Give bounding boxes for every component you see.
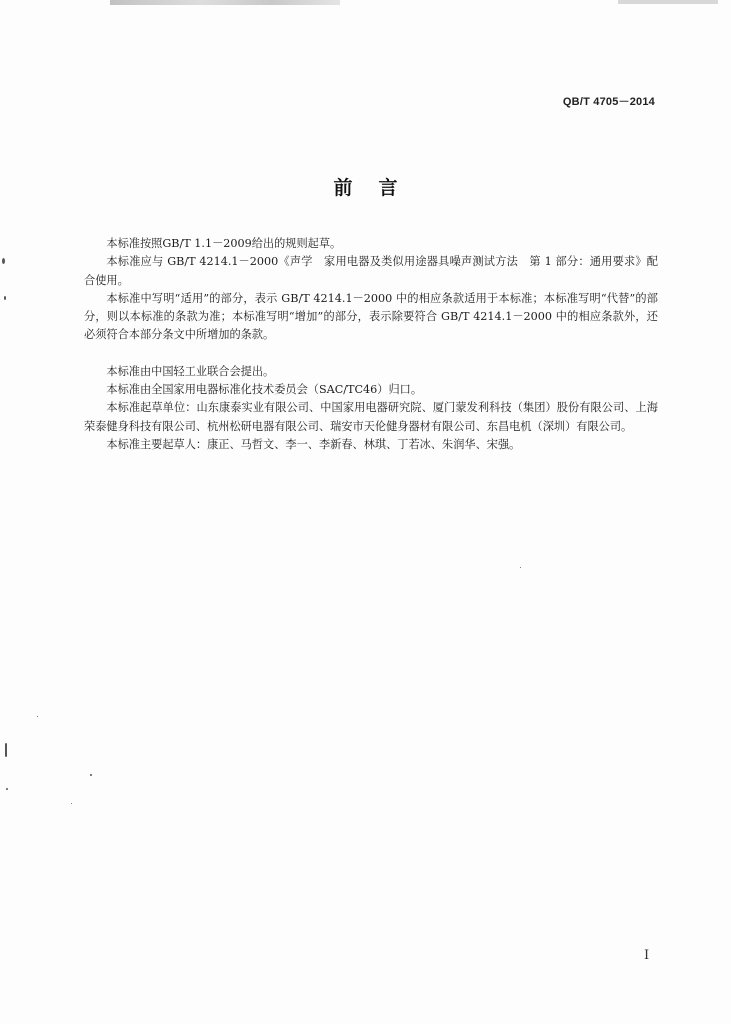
standard-number: QB/T 4705－2014 (562, 96, 655, 108)
paragraph-main-drafters: 本标准主要起草人：康正、马哲文、李一、李新春、林琪、丁若冰、朱润华、宋强。 (106, 437, 521, 451)
scan-speck (2, 258, 5, 264)
scan-artifact-top (110, 0, 340, 5)
paragraph-proposed-by: 本标准由中国轻工业联合会提出。 (106, 364, 275, 378)
paragraph-gap (84, 345, 658, 363)
paragraph-use-with: 本标准应与 GB/T 4214.1－2000《声学 家用电器及类似用途器具噪声测试方法 第 1 部分：通用要求》配合使用。 (84, 255, 658, 287)
paragraph-drafting-units: 本标准起草单位：山东康泰实业有限公司、中国家用电器研究院、厦门蒙发利科技（集团）股份有限公司、上海荣泰健身科技有限公司、杭州松研电器有限公司、瑞安市天伦健身器材有限公司、东昌电机（深圳）有限公司。 (84, 401, 658, 433)
scan-speck (37, 716, 38, 717)
scan-speck (90, 774, 92, 776)
scan-speck (5, 743, 7, 757)
paragraph-clause-terms: 本标准中写明“适用”的部分，表示 GB/T 4214.1－2000 中的相应条款适用于本标准；本标准写明“代替”的部分，则以本标准的条款为准；本标准写明“增加”的部分，表示除要符合 GB/T 4214.1－2000 中的相应条款外，还必须符合本部分条文中所增加的条款。 (84, 291, 658, 342)
foreword-body (84, 235, 658, 454)
scan-artifact-top-right (618, 0, 718, 4)
scan-speck (71, 803, 72, 804)
scan-speck (6, 788, 8, 790)
page-title: 前言 (333, 177, 424, 199)
page-number: I (644, 948, 650, 963)
paragraph-drafting-rules: 本标准按照GB/T 1.1－2009给出的规则起草。 (106, 237, 342, 250)
scan-speck (4, 296, 6, 300)
scan-speck (520, 567, 521, 568)
paragraph-under-jurisdiction: 本标准由全国家用电器标准化技术委员会（SAC/TC46）归口。 (106, 383, 423, 397)
